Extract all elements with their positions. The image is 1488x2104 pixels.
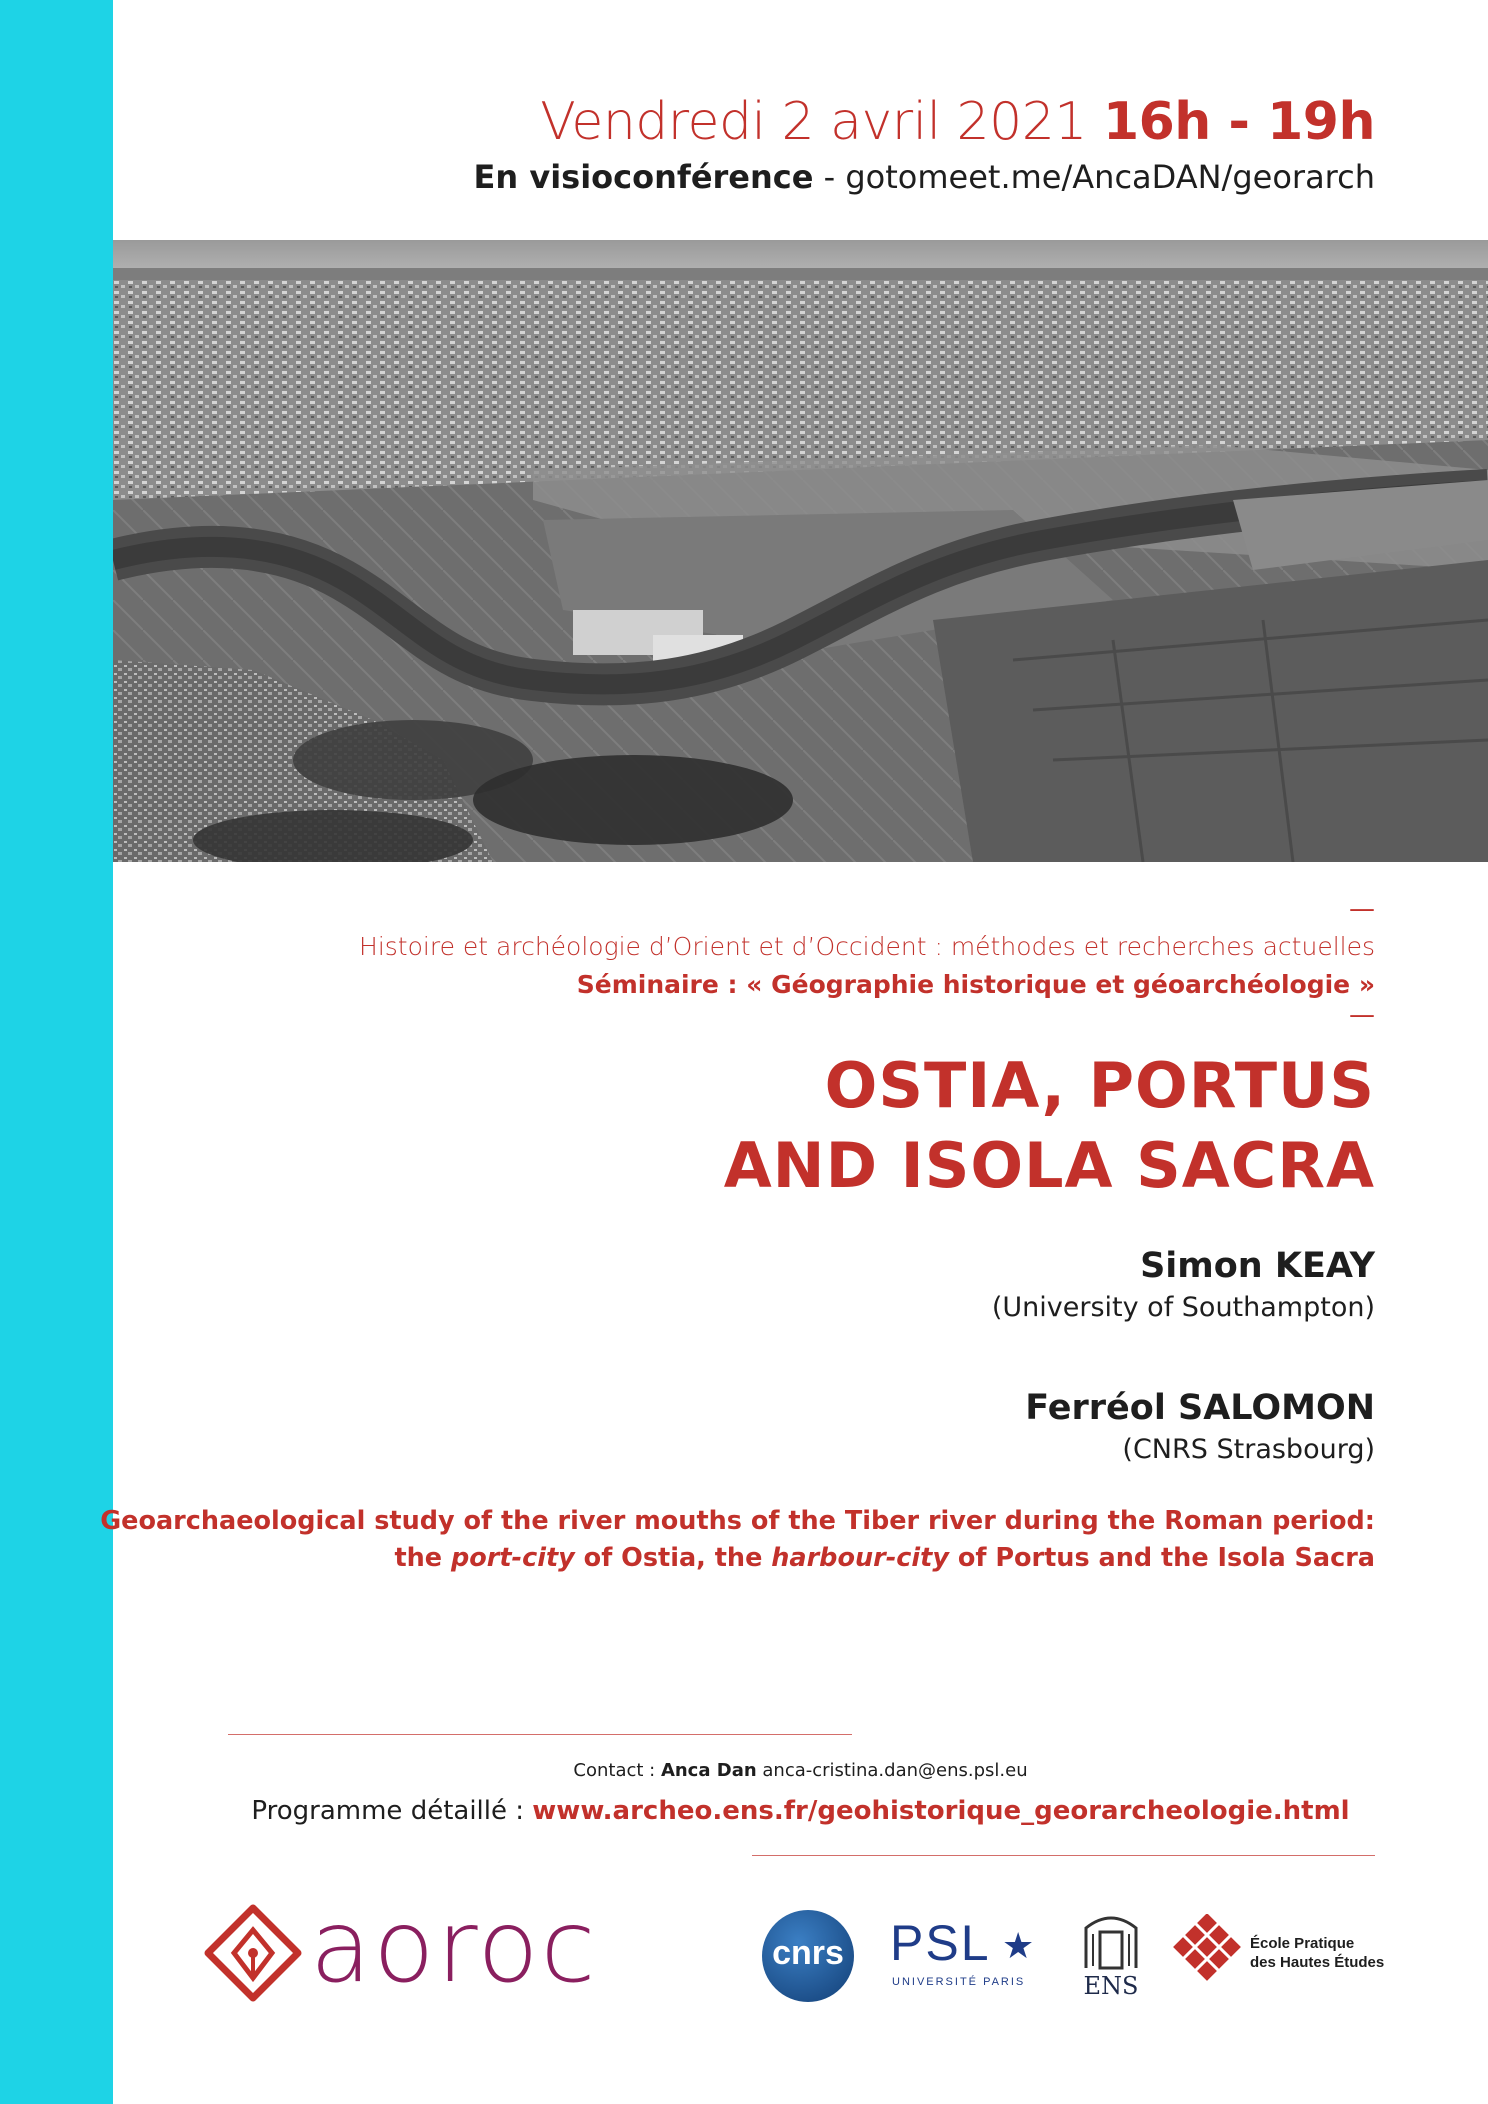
- psl-logo: [890, 1915, 1040, 2000]
- mode-label: En visioconférence: [473, 158, 814, 196]
- cyan-sidebar-band: [0, 0, 113, 2104]
- meeting-link[interactable]: gotomeet.me/AncaDAN/georarch: [845, 158, 1375, 196]
- aoroc-wordmark: aoroc: [310, 1888, 598, 2005]
- speaker-name-2: Ferréol SALOMON: [1025, 1388, 1375, 1428]
- abstract-line-1: Geoarchaeological study of the river mouths of the Tiber river during the Roman period:: [100, 1506, 1375, 1536]
- aerial-photo-illustration: [113, 240, 1488, 862]
- abstract-italic-port-city: port-city: [451, 1543, 575, 1573]
- ens-wordmark: ENS: [1083, 1972, 1139, 2000]
- speaker-name-1: Simon KEAY: [1140, 1246, 1375, 1286]
- series-line: Histoire et archéologie d’Orient et d’Occident : méthodes et recherches actuelles: [359, 932, 1375, 961]
- divider-dash-bottom: —: [1349, 1000, 1375, 1030]
- divider-rule-right: [752, 1855, 1375, 1856]
- speaker-affiliation-1: (University of Southampton): [991, 1292, 1375, 1323]
- abstract-italic-harbour-city: harbour-city: [771, 1543, 949, 1573]
- ephe-diamond-mosaic-icon: [1170, 1914, 1246, 1990]
- contact-label: Contact :: [573, 1760, 661, 1781]
- divider-rule-left: [228, 1734, 852, 1735]
- program-label: Programme détaillé :: [251, 1796, 533, 1826]
- ephe-logo: [1170, 1914, 1420, 1994]
- cnrs-logo: [762, 1910, 854, 2002]
- event-date: [540, 92, 1375, 152]
- talk-title-line-1: OSTIA, PORTUS: [824, 1049, 1375, 1122]
- aoroc-logo: [198, 1888, 628, 2008]
- abstract-text: the: [394, 1543, 451, 1573]
- cnrs-wordmark: cnrs: [772, 1934, 844, 1972]
- contact-line: [113, 1760, 1488, 1781]
- program-line: [113, 1796, 1488, 1826]
- aerial-photo: [113, 240, 1488, 862]
- ephe-wordmark: [1250, 1934, 1384, 1972]
- talk-title-line-2: AND ISOLA SACRA: [723, 1129, 1375, 1202]
- ens-building-icon: [1078, 1908, 1144, 1970]
- event-mode: [474, 158, 1375, 196]
- psl-star-icon: ★: [1002, 1926, 1035, 1967]
- talk-abstract: [100, 1503, 1375, 1577]
- seminar-title: Séminaire : « Géographie historique et géoarchéologie »: [576, 970, 1375, 999]
- psl-wordmark: PSL: [890, 1915, 991, 1971]
- abstract-text: of Ostia, the: [574, 1543, 772, 1573]
- psl-subtitle: UNIVERSITÉ PARIS: [892, 1976, 1026, 1988]
- ephe-line-2: des Hautes Études: [1250, 1954, 1385, 1971]
- program-url-link[interactable]: www.archeo.ens.fr/geohistorique_georarcheologie.html: [532, 1796, 1350, 1826]
- aoroc-pen-icon: [198, 1898, 308, 2008]
- abstract-text: of Portus and the Isola Sacra: [948, 1543, 1375, 1573]
- speaker-affiliation-2: (CNRS Strasbourg): [1122, 1434, 1375, 1465]
- mode-separator: -: [813, 158, 846, 196]
- ephe-line-1: École Pratique: [1250, 1935, 1355, 1952]
- contact-email[interactable]: anca-cristina.dan@ens.psl.eu: [756, 1760, 1028, 1781]
- talk-title: [724, 1046, 1375, 1206]
- ens-logo: [1078, 1908, 1144, 2004]
- time-text: 16h - 19h: [1102, 92, 1375, 152]
- date-text: Vendredi 2 avril 2021: [540, 92, 1087, 152]
- contact-name: Anca Dan: [660, 1760, 757, 1781]
- divider-dash-top: —: [1349, 894, 1375, 924]
- abstract-line-2: [100, 1540, 1375, 1577]
